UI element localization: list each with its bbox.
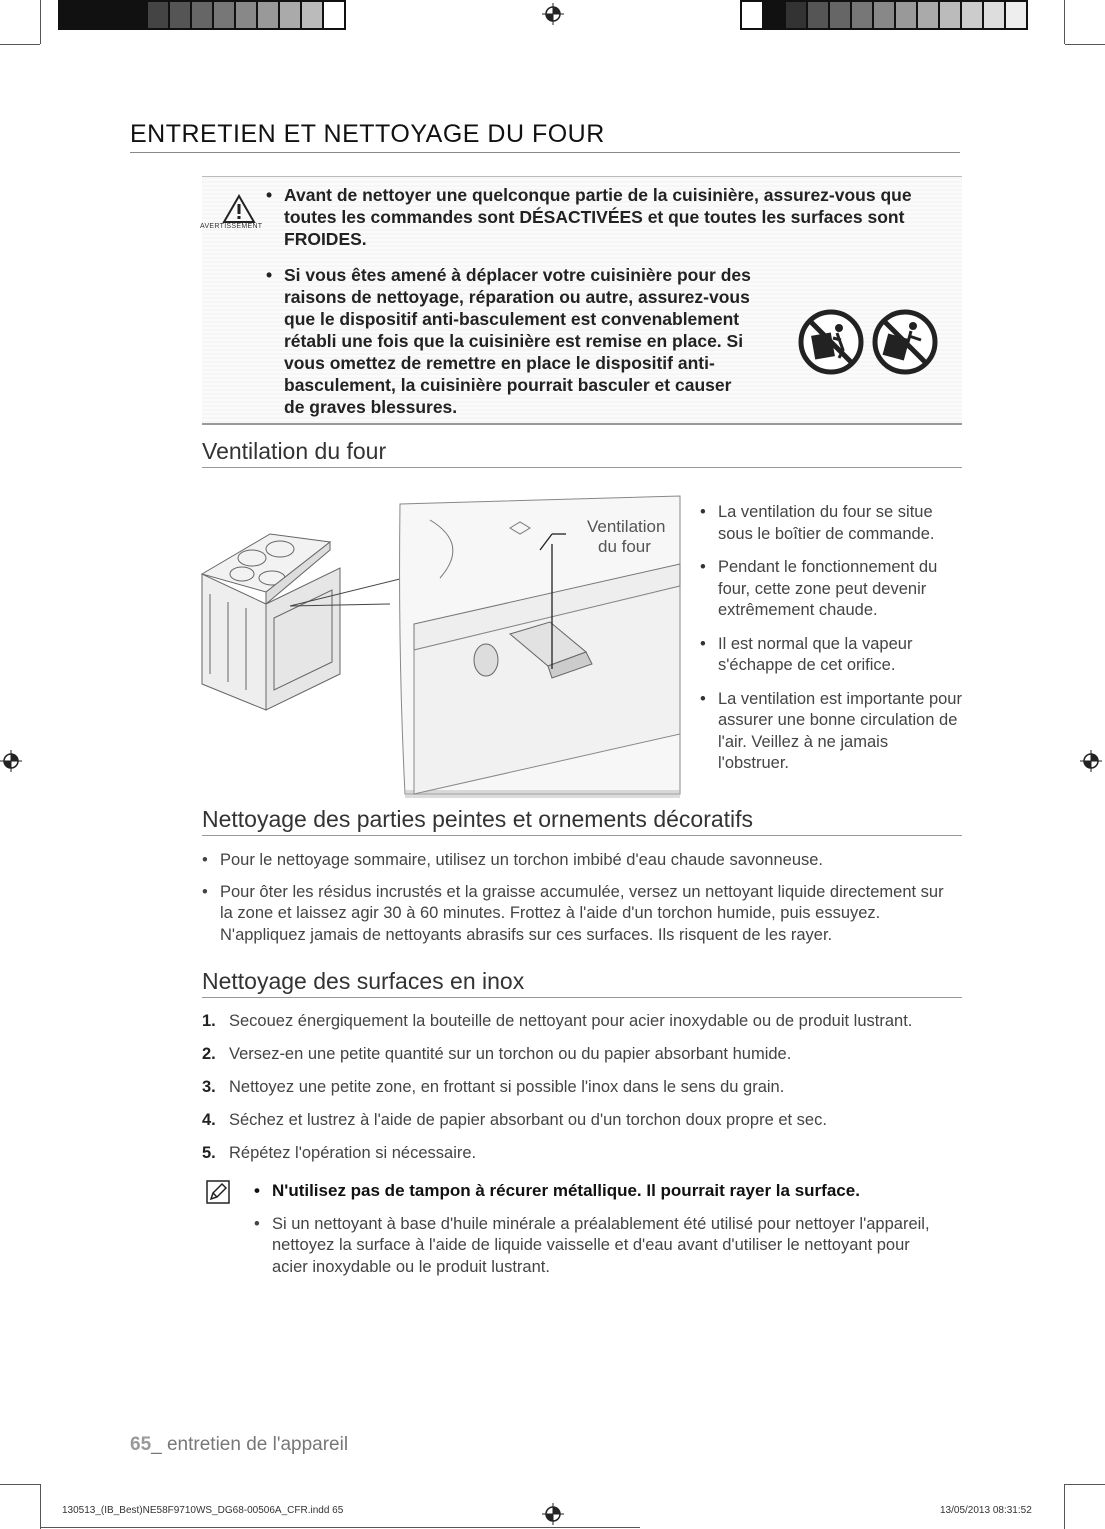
crop-mark	[0, 1484, 40, 1485]
anti-tip-prohibition-icons	[795, 306, 945, 380]
page-title: ENTRETIEN ET NETTOYAGE DU FOUR	[130, 120, 960, 153]
oven-vent-illustration	[200, 494, 682, 800]
warning-line: Avant de nettoyer une quelconque partie de la cuisinière, assurez-vous que	[284, 185, 912, 205]
warning-bullet-1	[266, 184, 964, 250]
crop-mark	[1065, 1484, 1105, 1485]
page-footer-label: _ entretien de l'appareil	[151, 1434, 349, 1455]
step-text: Nettoyez une petite zone, en frottant si possible l'inox dans le sens du grain.	[229, 1078, 785, 1096]
warning-line: vous omettez de remettre en place le dispositif anti-	[284, 353, 715, 373]
step-number: 5.	[202, 1144, 216, 1162]
warning-line: raisons de nettoyage, réparation ou autre, assurez-vous	[284, 287, 750, 307]
warning-triangle-icon	[222, 194, 256, 224]
no-climbing-icon	[875, 312, 935, 372]
painted-list	[202, 850, 962, 956]
bullet-icon: •	[266, 185, 273, 205]
crop-mark	[1064, 0, 1065, 44]
print-density-bar	[58, 0, 344, 30]
print-timestamp: 13/05/2013 08:31:52	[940, 1505, 1032, 1516]
crop-mark	[40, 0, 41, 44]
section-title-inox: Nettoyage des surfaces en inox	[202, 968, 962, 998]
section-title-ventilation: Ventilation du four	[202, 438, 962, 468]
warning-line: basculement, la cuisinière pourrait basculer et causer	[284, 375, 732, 395]
crop-mark	[1065, 44, 1105, 45]
section-title-painted: Nettoyage des parties peintes et ornements décoratifs	[202, 806, 962, 836]
crop-mark	[40, 1484, 41, 1529]
step-number: 2.	[202, 1045, 216, 1063]
step-number: 4.	[202, 1111, 216, 1129]
bullet-icon: •	[266, 265, 273, 285]
note-bold-item: • N'utilisez pas de tampon à récurer métallique. Il pourrait rayer la surface.	[254, 1180, 954, 1202]
print-density-bar	[740, 0, 1026, 30]
crop-mark	[1064, 1484, 1065, 1529]
range-overview	[202, 534, 340, 710]
list-item: • Il est normal que la vapeur s'échappe de cet orifice.	[700, 634, 962, 677]
list-item: • La ventilation du four se situe sous le boîtier de commande.	[700, 502, 962, 545]
step-number: 3.	[202, 1078, 216, 1096]
note-item: • Si un nettoyant à base d'huile minérale a préalablement été utilisé pour nettoyer l'appareil, nettoyez la surface à l'aide de liquide vaisselle et d'eau avant d'utiliser le nettoyant pour acier inoxydable ou le produit lustrant.	[254, 1214, 932, 1279]
step-row	[202, 1111, 962, 1144]
step-text: Secouez énergiquement la bouteille de nettoyant pour acier inoxydable ou de produit lustrant.	[229, 1012, 913, 1030]
warning-icon-label: AVERTISSEMENT	[200, 223, 263, 230]
step-number: 1.	[202, 1012, 216, 1030]
note-pencil-icon	[206, 1180, 230, 1204]
inox-steps	[202, 1012, 962, 1177]
warning-line: FROIDES.	[284, 229, 367, 249]
warning-line: que le dispositif anti-basculement est convenablement	[284, 309, 740, 329]
step-row	[202, 1012, 962, 1045]
no-tipping-icon	[801, 312, 861, 372]
vent-callout-line1: Ventilation	[587, 517, 666, 536]
ventilation-list	[700, 502, 962, 787]
vent-callout-line2: du four	[598, 537, 651, 556]
step-row	[202, 1078, 962, 1111]
inox-notes	[254, 1180, 954, 1288]
warning-bullet-2	[266, 264, 784, 418]
warning-line: Si vous êtes amené à déplacer votre cuisinière pour des	[284, 265, 751, 285]
list-item: • La ventilation est importante pour assurer une bonne circulation de l'air. Veillez à ne jamais l'obstruer.	[700, 689, 962, 775]
list-item: • Pour le nettoyage sommaire, utilisez un torchon imbibé d'eau chaude savonneuse.	[202, 850, 962, 872]
footer-rule	[40, 1527, 640, 1528]
page-footer	[130, 1434, 348, 1456]
warning-line: de graves blessures.	[284, 397, 458, 417]
step-row	[202, 1045, 962, 1078]
registration-mark-icon	[542, 1503, 564, 1525]
step-text: Séchez et lustrez à l'aide de papier absorbant ou d'un torchon doux propre et sec.	[229, 1111, 827, 1129]
step-row	[202, 1144, 962, 1177]
registration-mark-icon	[0, 750, 22, 772]
list-item: • Pour ôter les résidus incrustés et la graisse accumulée, versez un nettoyant liquide directement sur la zone et laissez agir 30 à 60 minutes. Frottez à l'aide d'un torchon humide, puis essuyez. N'appliquez jamais de nettoyants abrasifs sur ces surfaces. Ils risquent de les rayer.	[202, 882, 960, 947]
step-text: Répétez l'opération si nécessaire.	[229, 1144, 477, 1162]
page-number: 65	[130, 1434, 152, 1455]
crop-mark	[0, 44, 40, 45]
registration-mark-icon	[1080, 750, 1102, 772]
step-text: Versez-en une petite quantité sur un torchon ou du papier absorbant humide.	[229, 1045, 792, 1063]
print-file-name: 130513_(IB_Best)NE58F9710WS_DG68-00506A_CFR.indd 65	[62, 1505, 344, 1516]
warning-line: toutes les commandes sont DÉSACTIVÉES et que toutes les surfaces sont	[284, 207, 905, 227]
registration-mark-icon	[542, 3, 564, 25]
warning-line: rétabli une fois que la cuisinière est remise en place. Si	[284, 331, 744, 351]
list-item: • Pendant le fonctionnement du four, cette zone peut devenir extrêmement chaude.	[700, 557, 962, 622]
